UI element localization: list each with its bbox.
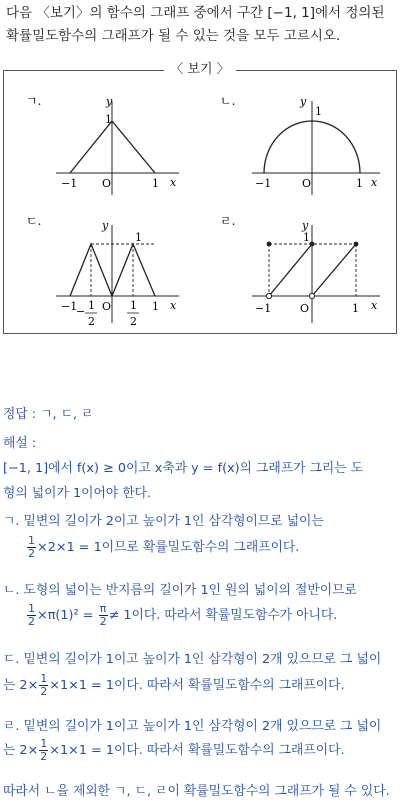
tick-1: 1	[152, 177, 159, 190]
explanation-g4-math: 는 2× $\frac{1}{2}$ ×1×1 = 1이다. 따라서 확률밀도함수의 그래프이다.	[3, 737, 345, 763]
explanation-g1: ㄱ. 밑변의 길이가 2이고 높이가 1인 삼각형이므로 넓이는	[3, 514, 324, 529]
answer-line	[3, 403, 399, 422]
open-point	[309, 293, 314, 298]
y-axis-label: y	[300, 95, 307, 108]
y-axis-label: y	[302, 219, 309, 232]
y-one-label: 1	[315, 105, 322, 118]
label-rieul: ㄹ.	[220, 214, 236, 228]
filled-point	[354, 242, 359, 247]
tick-neg1: −1	[61, 177, 78, 190]
fraction-pi-half: $\frac{\pi}{2}$	[99, 602, 107, 628]
explanation-g3-math: 는 2× $\frac{1}{2}$ ×1×1 = 1이다. 따라서 확률밀도함수의 그래프이다.	[3, 672, 345, 698]
explanation-label: 해설 :	[3, 436, 37, 451]
explanation-g4: ㄹ. 밑변의 길이가 1이고 높이가 1인 삼각형이 2개 있으므로 그 넓이	[3, 719, 382, 734]
explanation-g2-math: $\frac{1}{2}$ ×π(1)² = $\frac{\pi}{2}$ ≠ 1이다. 따라서 확률밀도함수가 아니다.	[28, 602, 338, 628]
tick-1: 1	[152, 300, 159, 313]
y-axis-label: y	[106, 95, 113, 108]
tick-1: 1	[356, 177, 363, 190]
y-one-label: 1	[105, 113, 112, 126]
filled-point	[310, 242, 315, 247]
neg-sign: −	[76, 305, 86, 318]
explanation-intro-1: [−1, 1]에서 f(x) ≥ 0이고 x축과 y = f(x)의 그래프가 그리는 도	[3, 461, 364, 476]
y-one-label: 1	[135, 231, 142, 244]
fraction-half: $\frac{1}{2}$	[28, 602, 35, 628]
segment-left	[269, 244, 312, 296]
graph-rieul	[200, 211, 396, 331]
tick-neg1: −1	[255, 302, 272, 315]
y-axis-label: y	[102, 219, 109, 232]
origin-label: O	[302, 177, 312, 190]
question-text	[6, 2, 396, 48]
question-line-2: 확률밀도함수의 그래프가 될 수 있는 것을 모두 고르시오.	[6, 28, 341, 44]
bogi-box	[3, 62, 397, 334]
fraction-half: $\frac{1}{2}$	[28, 534, 35, 560]
tick-neg1: −1	[255, 177, 272, 190]
question-line-1: 다음 〈보기〉의 함수의 그래프 중에서 구간 [−1, 1]에서 정의된	[6, 5, 385, 21]
explanation-conclusion: 따라서 ㄴ을 제외한 ㄱ, ㄷ, ㄹ이 확률밀도함수의 그래프가 될 수 있다.	[3, 784, 390, 799]
fraction-half: $\frac{1}{2}$	[40, 737, 48, 763]
origin-label: O	[300, 302, 310, 315]
label-giyeok: ㄱ.	[26, 94, 42, 108]
explanation-g2: ㄴ. 도형의 넓이는 반지름의 길이가 1인 원의 넓이의 절반이므로	[3, 583, 357, 598]
y-one-label: 1	[303, 231, 310, 244]
tick-half-neg-num: 1	[88, 299, 95, 312]
answer-value: ㄱ, ㄷ, ㄹ	[40, 407, 94, 422]
origin-label: O	[102, 177, 112, 190]
graph-nieun	[200, 85, 396, 203]
graph-digeut	[4, 211, 200, 331]
x-axis-label: x	[170, 299, 177, 312]
tick-neg1: −1	[61, 300, 78, 313]
explanation-g3: ㄷ. 밑변의 길이가 1이고 높이가 1인 삼각형이 2개 있으므로 그 넓이	[3, 652, 382, 667]
x-axis-label: x	[170, 176, 177, 189]
explanation-intro-2: 형의 넓이가 1이어야 한다.	[3, 486, 152, 501]
explanation-g1-math: $\frac{1}{2}$ ×2×1 = 1이므로 확률밀도함수의 그래프이다.	[28, 534, 300, 560]
graph-giyeok	[4, 85, 200, 203]
open-point	[266, 293, 271, 298]
tick-1: 1	[352, 302, 359, 315]
label-digeut: ㄷ.	[26, 214, 42, 228]
filled-point	[267, 242, 272, 247]
bogi-title: 〈 보기 〉	[4, 61, 396, 79]
segment-right	[312, 244, 356, 296]
origin-label: O	[102, 300, 112, 313]
tick-half-neg-den: 2	[88, 315, 95, 328]
x-axis-label: x	[371, 299, 378, 312]
answer-label: 정답 :	[3, 407, 37, 422]
x-axis-label: x	[371, 176, 378, 189]
tick-half-pos-num: 1	[130, 299, 137, 312]
fraction-half: $\frac{1}{2}$	[40, 672, 48, 698]
tick-half-pos-den: 2	[130, 315, 137, 328]
label-nieun: ㄴ.	[220, 94, 236, 108]
